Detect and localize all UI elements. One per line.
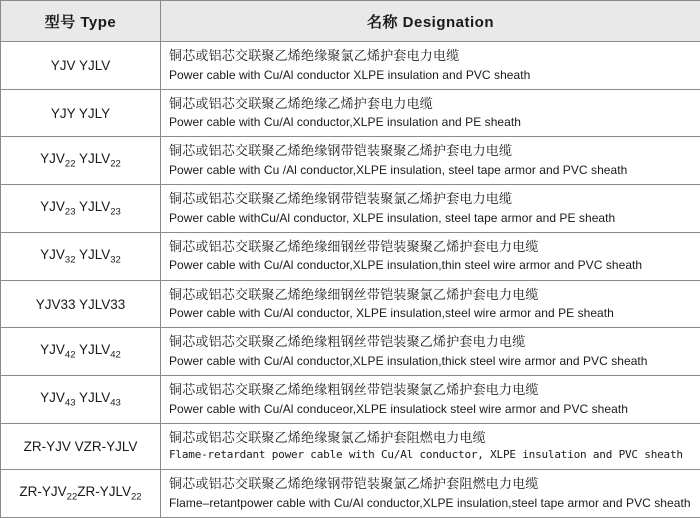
type-subscript: 42 <box>65 350 76 361</box>
table-header-row <box>1 1 700 42</box>
designation-english: Power cable with Cu/Al conductor XLPE insulation and PVC sheath <box>169 67 692 83</box>
cell-designation <box>161 89 700 137</box>
type-subscript: 22 <box>65 159 76 170</box>
designation-english: Flame-retardant power cable with Cu/Al conductor, XLPE insulation and PVC sheath <box>169 448 692 463</box>
type-text: YJLV <box>75 151 110 166</box>
type-subscript: 43 <box>65 398 76 409</box>
designation-chinese: 铜芯或铝芯交联聚乙烯绝缘乙烯护套电力电缆 <box>169 95 692 113</box>
cell-type <box>1 423 161 469</box>
designation-english: Power cable with Cu/Al conduceor,XLPE insulatiock steel wire armor and PVC sheath <box>169 401 692 417</box>
designation-chinese: 铜芯或铝芯交联聚乙烯绝缘粗钢丝带铠装聚氯乙烯护套电力电缆 <box>169 381 692 399</box>
designation-chinese: 铜芯或铝芯交联聚乙烯绝缘聚氯乙烯护套阻燃电力电缆 <box>169 429 692 447</box>
cell-type <box>1 42 161 90</box>
type-text: YJV YJLV <box>51 58 111 73</box>
table-row <box>1 376 700 424</box>
column-header-type: 型号 Type <box>1 1 161 42</box>
table-header <box>1 1 700 42</box>
type-text: YJLV <box>75 390 110 405</box>
table-row <box>1 232 700 280</box>
type-text: YJV <box>40 342 65 357</box>
designation-chinese: 铜芯或铝芯交联聚乙烯绝缘粗钢丝带铠装聚乙烯护套电力电缆 <box>169 333 692 351</box>
table-body <box>1 42 700 518</box>
cell-type <box>1 137 161 185</box>
type-text: YJY YJLY <box>51 106 110 121</box>
type-text: ZR-YJLV <box>77 484 131 499</box>
table-row <box>1 42 700 90</box>
designation-english: Power cable withCu/Al conductor, XLPE insulation, steel tape armor and PE sheath <box>169 210 692 226</box>
designation-english: Flame–retantpower cable with Cu/Al conductor,XLPE insulation,steel tape armor and PVC sheath <box>169 495 692 511</box>
type-text: YJLV <box>75 342 110 357</box>
designation-chinese: 铜芯或铝芯交联聚乙烯绝缘细钢丝带铠装聚氯乙烯护套电力电缆 <box>169 286 692 304</box>
cell-designation <box>161 280 700 328</box>
designation-english: Power cable with Cu/Al conductor,XLPE insulation and PE sheath <box>169 114 692 130</box>
table-row <box>1 328 700 376</box>
cell-type <box>1 89 161 137</box>
designation-chinese: 铜芯或铝芯交联聚乙烯绝缘聚氯乙烯护套电力电缆 <box>169 47 692 65</box>
table-row <box>1 470 700 518</box>
cell-designation <box>161 470 700 518</box>
type-subscript: 23 <box>65 207 76 218</box>
type-text: YJV <box>40 199 65 214</box>
type-text: ZR-YJV VZR-YJLV <box>24 439 138 454</box>
designation-english: Power cable with Cu /Al conductor,XLPE insulation, steel tape armor and PVC sheath <box>169 162 692 178</box>
type-subscript: 22 <box>110 159 121 170</box>
designation-chinese: 铜芯或铝芯交联聚乙烯绝缘钢带铠装聚氯乙烯护套阻燃电力电缆 <box>169 475 692 493</box>
type-subscript: 22 <box>67 492 78 503</box>
designation-chinese: 铜芯或铝芯交联聚乙烯绝缘钢带铠装聚氯乙烯护套电力电缆 <box>169 190 692 208</box>
designation-chinese: 铜芯或铝芯交联聚乙烯绝缘钢带铠装聚聚乙烯护套电力电缆 <box>169 142 692 160</box>
designation-chinese: 铜芯或铝芯交联聚乙烯绝缘细钢丝带铠装聚聚乙烯护套电力电缆 <box>169 238 692 256</box>
type-text: YJV <box>40 390 65 405</box>
cell-designation <box>161 423 700 469</box>
type-subscript: 43 <box>110 398 121 409</box>
column-header-designation: 名称 Designation <box>161 1 700 42</box>
cell-designation <box>161 376 700 424</box>
cell-type <box>1 470 161 518</box>
type-text: YJLV <box>75 199 110 214</box>
type-text: YJV <box>40 247 65 262</box>
table-row <box>1 137 700 185</box>
type-subscript: 32 <box>110 255 121 266</box>
type-subscript: 32 <box>65 255 76 266</box>
cell-designation <box>161 232 700 280</box>
type-subscript: 23 <box>110 207 121 218</box>
type-subscript: 42 <box>110 350 121 361</box>
cell-designation <box>161 185 700 233</box>
cell-type <box>1 185 161 233</box>
designation-english: Power cable with Cu/Al conductor,XLPE insulation,thin steel wire armor and PVC sheath <box>169 257 692 273</box>
table-row <box>1 423 700 469</box>
cell-designation <box>161 328 700 376</box>
table-row <box>1 185 700 233</box>
cell-designation <box>161 137 700 185</box>
table-row <box>1 280 700 328</box>
cell-type <box>1 280 161 328</box>
cell-type <box>1 232 161 280</box>
cell-type <box>1 376 161 424</box>
type-text: YJV33 YJLV33 <box>36 297 126 312</box>
table-row <box>1 89 700 137</box>
type-subscript: 22 <box>131 492 142 503</box>
cell-type <box>1 328 161 376</box>
designation-english: Power cable with Cu/Al conductor, XLPE insulation,steel wire armor and PE sheath <box>169 305 692 321</box>
designation-english: Power cable with Cu/Al conductor,XLPE insulation,thick steel wire armor and PVC sheath <box>169 353 692 369</box>
type-text: ZR-YJV <box>19 484 66 499</box>
cell-designation <box>161 42 700 90</box>
type-text: YJV <box>40 151 65 166</box>
type-text: YJLV <box>75 247 110 262</box>
